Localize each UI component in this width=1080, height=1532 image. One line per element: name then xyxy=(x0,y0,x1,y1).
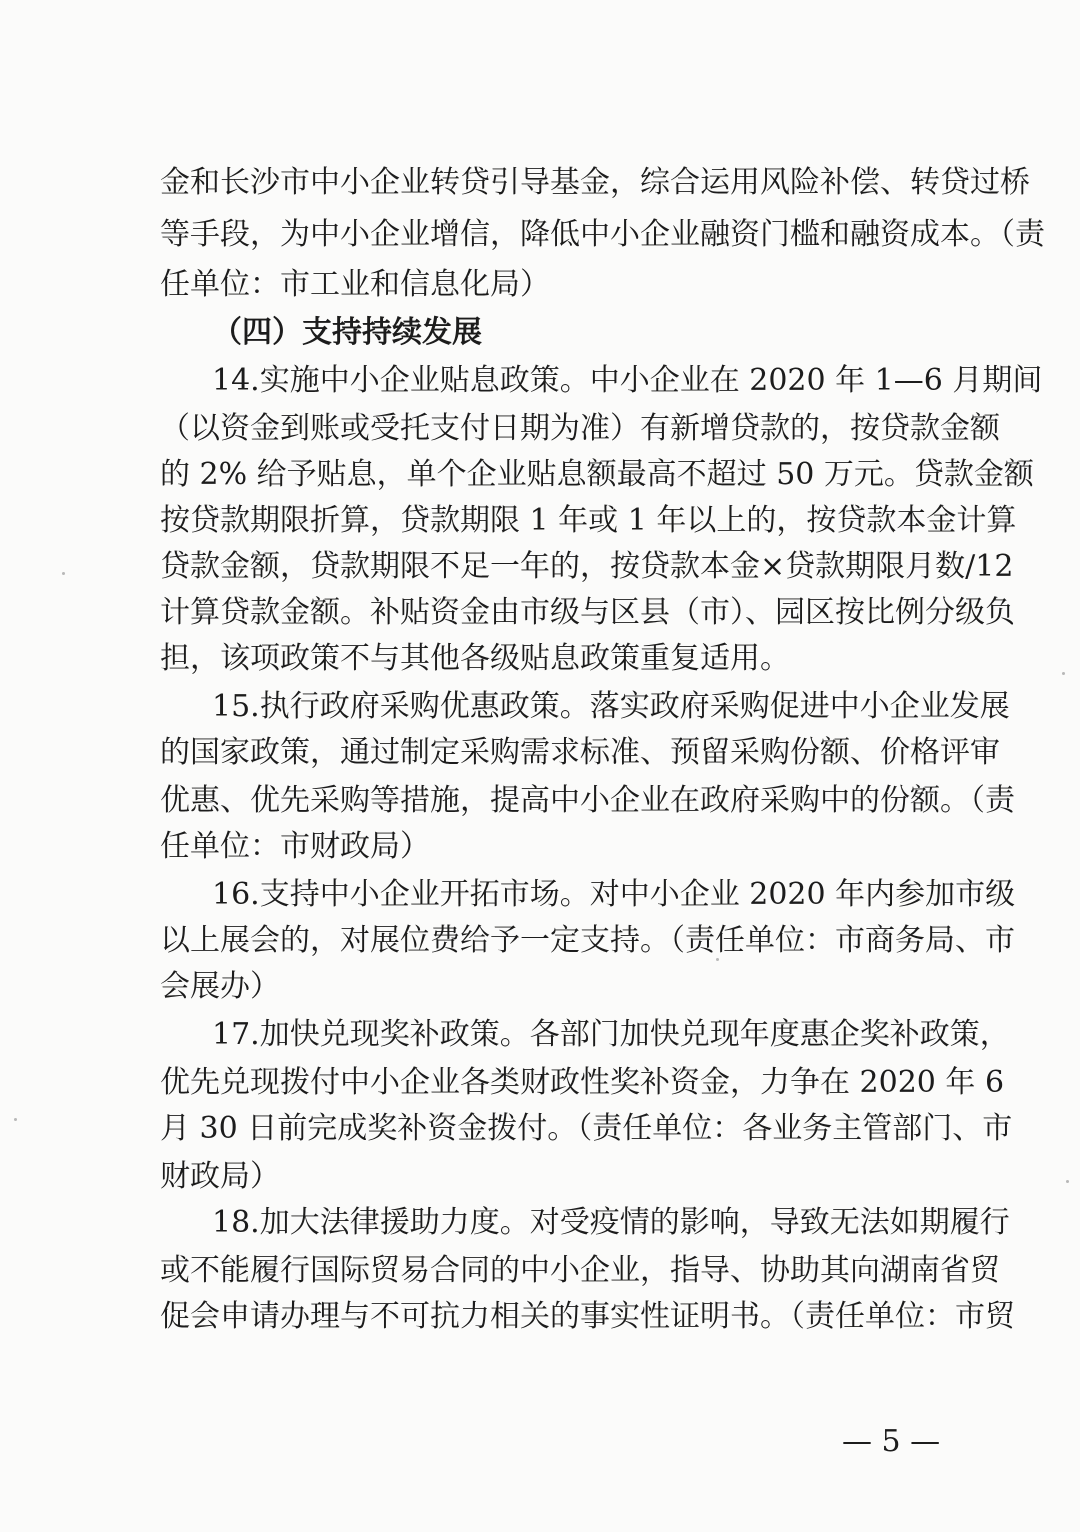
body-line: 金和长沙市中小企业转贷引导基金，综合运用风险补偿、转贷过桥 xyxy=(160,165,1030,200)
body-line: 的国家政策，通过制定采购需求标准、预留采购份额、价格评审 xyxy=(160,735,1000,770)
body-line: 任单位：市工业和信息化局） xyxy=(160,267,550,302)
body-line: 促会申请办理与不可抗力相关的事实性证明书。（责任单位：市贸 xyxy=(160,1299,1015,1334)
body-line: 或不能履行国际贸易合同的中小企业，指导、协助其向湖南省贸 xyxy=(160,1253,1000,1288)
scan-speck xyxy=(14,1118,17,1121)
body-line: 按贷款期限折算，贷款期限 1 年或 1 年以上的，按贷款本金计算 xyxy=(160,503,1017,538)
body-line: 月 30 日前完成奖补资金拨付。（责任单位：各业务主管部门、市 xyxy=(160,1111,1013,1146)
paragraph-18-start: 18.加大法律援助力度。对受疫情的影响，导致无法如期履行 xyxy=(212,1205,1010,1240)
section-heading: （四）支持持续发展 xyxy=(212,315,482,350)
body-line: 等手段，为中小企业增信，降低中小企业融资门槛和融资成本。（责 xyxy=(160,217,1045,252)
scan-speck xyxy=(1062,672,1065,675)
paragraph-17-start: 17.加快兑现奖补政策。各部门加快兑现年度惠企奖补政策， xyxy=(212,1017,1010,1052)
paragraph-16-start: 16.支持中小企业开拓市场。对中小企业 2020 年内参加市级 xyxy=(212,877,1016,912)
body-line: 会展办） xyxy=(160,969,280,1004)
paragraph-15-start: 15.执行政府采购优惠政策。落实政府采购促进中小企业发展 xyxy=(212,689,1010,724)
scan-speck xyxy=(716,958,719,961)
scan-speck xyxy=(1066,1180,1069,1183)
paragraph-14-start: 14.实施中小企业贴息政策。中小企业在 2020 年 1—6 月期间 xyxy=(212,363,1043,398)
body-line: 优惠、优先采购等措施，提高中小企业在政府采购中的份额。（责 xyxy=(160,783,1015,818)
page-number: — 5 — xyxy=(842,1424,941,1459)
body-line: 贷款金额，贷款期限不足一年的，按贷款本金×贷款期限月数/12 xyxy=(160,549,1014,584)
body-line: 担，该项政策不与其他各级贴息政策重复适用。 xyxy=(160,641,790,676)
body-line: 优先兑现拨付中小企业各类财政性奖补资金，力争在 2020 年 6 xyxy=(160,1065,1005,1100)
body-line: 财政局） xyxy=(160,1159,280,1194)
body-line: 以上展会的，对展位费给予一定支持。（责任单位：市商务局、市 xyxy=(160,923,1015,958)
body-line: 任单位：市财政局） xyxy=(160,829,430,864)
scan-speck xyxy=(62,572,65,575)
body-line: 计算贷款金额。补贴资金由市级与区县（市）、园区按比例分级负 xyxy=(160,595,1015,630)
body-line: 的 2% 给予贴息，单个企业贴息额最高不超过 50 万元。贷款金额 xyxy=(160,457,1034,492)
body-line: （以资金到账或受托支付日期为准）有新增贷款的，按贷款金额 xyxy=(160,411,1000,446)
